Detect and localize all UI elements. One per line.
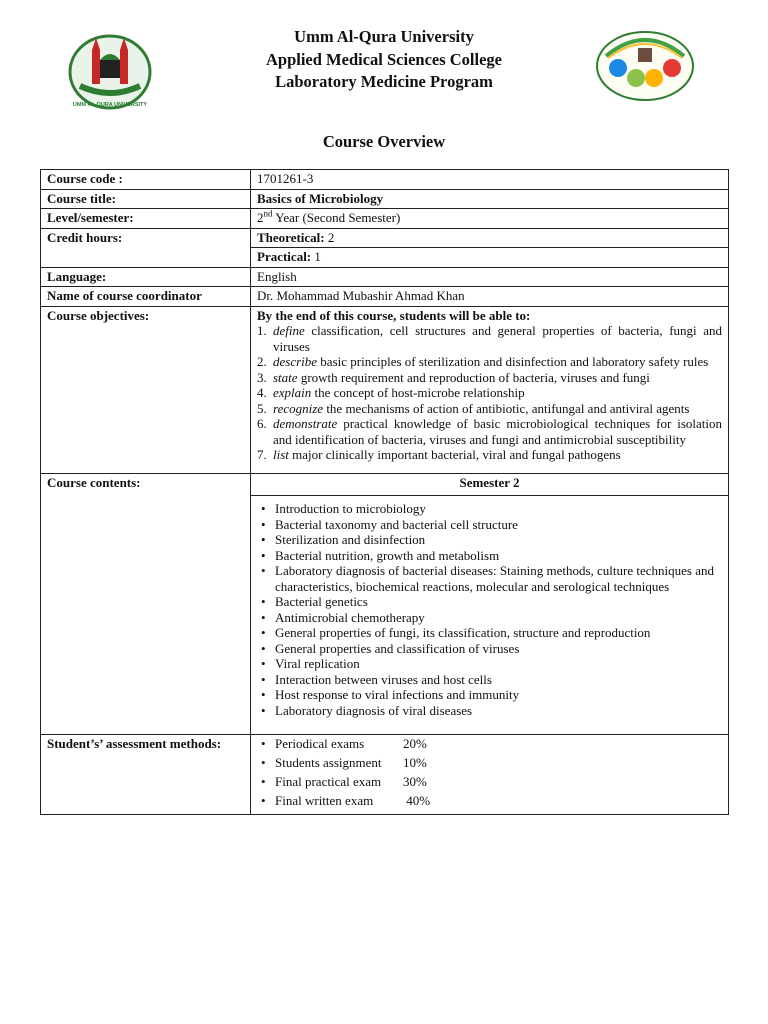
bullet-icon: • [261,609,266,625]
objective-number: 6. [257,416,267,431]
assessment-name: Students assignment [275,755,382,770]
objectives-list [257,323,722,463]
objective-item [257,447,722,463]
objective-text: the concept of host-microbe relationship [311,385,525,400]
bullet-icon: • [261,516,266,532]
bullet-icon: • [261,687,266,702]
bullet-icon: • [261,625,266,640]
assessment-name: Final practical exam [275,774,382,789]
bullet-icon: • [261,547,266,563]
objectives-cell [251,306,729,473]
coordinator-label: Name of course coordinator [41,287,251,307]
assessment-label: Student’s’ assessment methods: [41,735,251,815]
objective-verb: demonstrate [273,416,338,431]
practical-hours [251,248,729,268]
assessment-name: Periodical exams [275,736,365,751]
assessment-cell [251,735,729,815]
table-row [41,735,729,815]
table-row [41,473,729,496]
list-item [257,610,722,626]
list-item [257,656,722,672]
objective-item [257,401,722,417]
content-text: Bacterial genetics [275,594,368,609]
bullet-icon: • [261,793,266,808]
list-item [257,548,722,564]
objective-verb: state [273,369,298,385]
table-row [41,228,729,248]
content-text: Laboratory diagnosis of viral diseases [275,702,473,718]
objective-text: basic principles of sterilization and disinfection and laboratory safety rules [317,354,709,369]
level-ordinal: nd [263,208,273,219]
content-text: Introduction to microbiology [275,501,426,516]
objectives-intro: By the end of this course, students will be able to: [257,307,531,323]
logo-lettering: UMM AL-QURA UNIVERSITY [72,102,148,108]
practical-label: Practical: [257,249,312,264]
bullet-icon: • [261,702,266,718]
content-text: Interaction between viruses and host cells [275,671,492,687]
content-text: Viral replication [275,656,360,671]
bullet-icon: • [261,656,266,671]
college-name: Applied Medical Sciences College [265,49,502,69]
table-row [41,170,729,190]
content-text: Antimicrobial chemotherapy [275,609,425,625]
assessment-percent: 10% [403,755,427,770]
assessment-percent: 20% [403,736,427,751]
level-text: Year (Second Semester) [272,210,401,225]
page-title: Course Overview [322,132,446,151]
objective-number: 4. [257,385,267,400]
objective-verb: define [273,323,305,338]
bullet-icon: • [261,736,266,751]
assessment-percent: 30% [403,774,427,789]
list-item [257,625,722,641]
bullet-icon: • [261,563,266,578]
theoretical-value: 2 [324,229,335,245]
objective-text: classification, cell structures and general properties of bacteria, fungi and viruses [273,323,722,354]
list-item [257,501,722,517]
level-number: 2 [257,210,264,225]
contents-list [257,501,722,718]
theoretical-hours [251,228,729,248]
list-item [257,641,722,657]
assessment-percent: 40% [403,793,431,808]
content-text: Laboratory diagnosis of bacterial diseases: Staining methods, culture techniques and characteristics, biochemical reactions, molecular and serological techniques [275,563,714,594]
assessment-item [257,774,722,793]
course-code-value: 1701261-3 [251,170,729,190]
program-name: Laboratory Medicine Program [275,72,493,91]
coordinator-value: Dr. Mohammad Mubashir Ahmad Khan [251,287,729,307]
list-item [257,703,722,719]
course-overview-table [40,169,729,815]
list-item [257,517,722,533]
assessment-list [257,736,722,812]
list-item [257,594,722,610]
table-row [41,306,729,473]
assessment-item [257,793,722,812]
content-text: General properties of fungi, its classification, structure and reproduction [275,625,651,640]
course-code-label: Course code : [41,170,251,190]
table-row [41,209,729,229]
objective-number: 5. [257,400,267,416]
objective-number: 3. [257,369,267,385]
course-title-value: Basics of Microbiology [251,189,729,209]
objective-number: 7. [257,447,267,462]
contents-label: Course contents: [41,473,251,735]
objective-text: growth requirement and reproduction of bacteria, viruses and fungi [297,369,650,385]
list-item [257,687,722,703]
semester-heading: Semester 2 [251,473,729,496]
objective-number: 1. [257,323,267,338]
objectives-label: Course objectives: [41,306,251,473]
theoretical-label: Theoretical: [257,229,325,245]
objective-text: major clinically important bacterial, viral and fungal pathogens [288,447,621,462]
level-value [251,209,729,229]
list-item [257,532,722,548]
bullet-icon: • [261,532,266,547]
content-text: Bacterial nutrition, growth and metabolism [275,547,500,563]
objective-item [257,416,722,447]
practical-value: 1 [311,249,321,264]
course-title-label: Course title: [41,189,251,209]
bullet-icon: • [261,774,266,789]
page-header [0,26,768,94]
table-row [41,189,729,209]
objective-item [257,370,722,386]
bullet-icon: • [261,594,266,609]
objective-verb: explain [273,385,312,400]
table-row [41,267,729,287]
objective-text: practical knowledge of basic microbiological techniques for isolation and identification of bacteria, viruses and fungi and antimicrobial susceptibility [273,416,722,447]
objective-verb: list [273,447,289,462]
objective-item [257,385,722,401]
objective-verb: describe [273,354,318,369]
language-value: English [251,267,729,287]
university-name: Umm Al-Qura University [294,27,474,46]
credit-hours-label: Credit hours: [41,228,251,267]
bullet-icon: • [261,640,266,656]
bullet-icon: • [261,501,266,516]
list-item [257,563,722,594]
bullet-icon: • [261,671,266,687]
content-text: Host response to viral infections and immunity [275,687,520,702]
objective-number: 2. [257,354,267,369]
assessment-item [257,736,722,755]
content-text: Sterilization and disinfection [275,532,426,547]
list-item [257,672,722,688]
bullet-icon: • [261,755,266,770]
objective-text: the mechanisms of action of antibiotic, antifungal and antiviral agents [323,400,690,416]
contents-cell [251,496,729,735]
assessment-item [257,755,722,774]
objective-item [257,323,722,354]
content-text: General properties and classification of viruses [275,640,520,656]
objective-verb: recognize [273,400,324,416]
content-text: Bacterial taxonomy and bacterial cell structure [275,516,518,532]
level-label: Level/semester: [41,209,251,229]
assessment-name: Final written exam [275,793,374,808]
objective-item [257,354,722,370]
table-row [41,287,729,307]
language-label: Language: [41,267,251,287]
